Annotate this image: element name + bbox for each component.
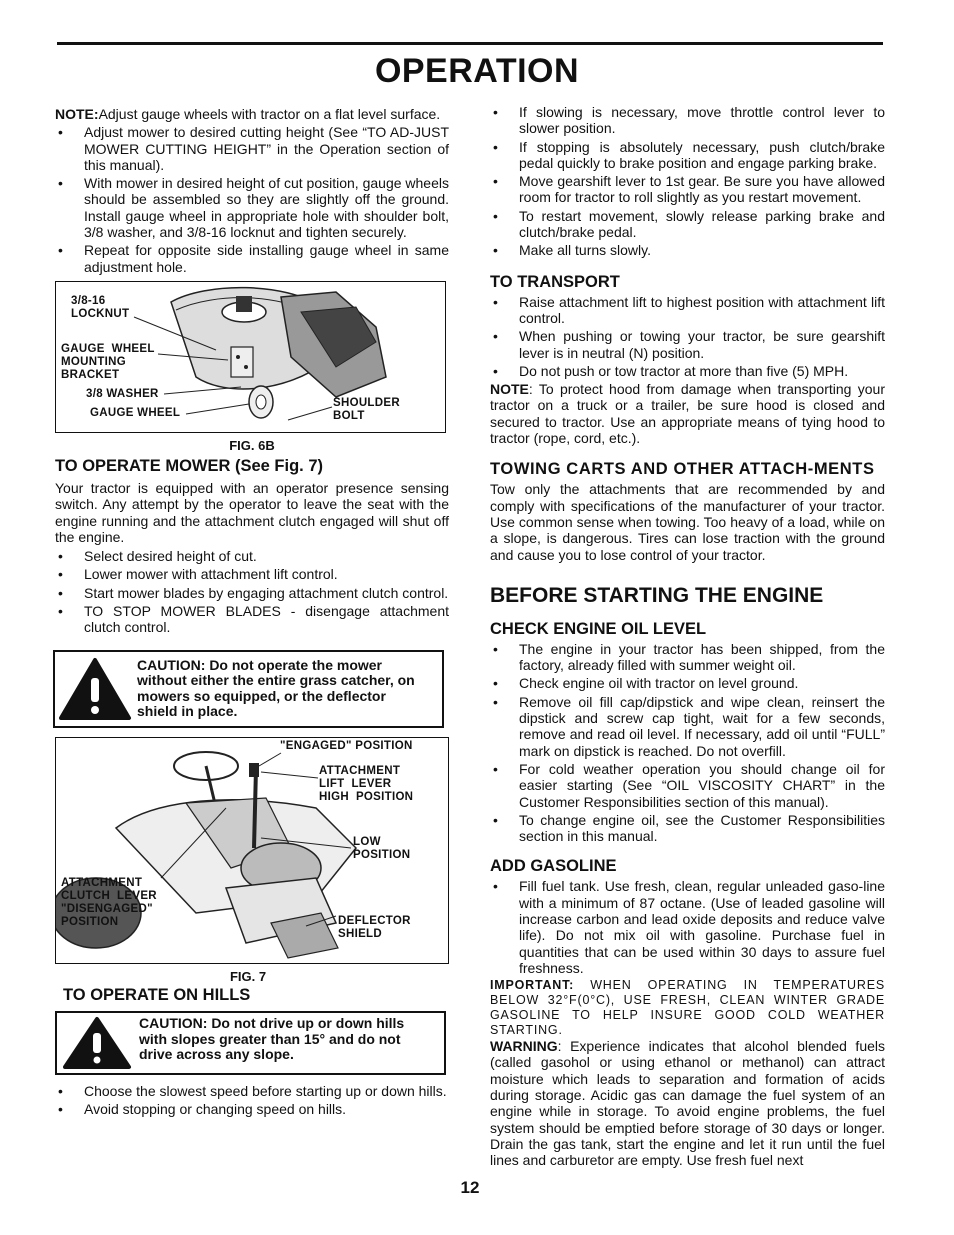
label-low-position: LOW POSITION [353, 835, 411, 861]
label-attachment-clutch-lever: ATTACHMENT CLUTCH LEVER "DISENGAGED" POSITION [61, 876, 157, 928]
warning-note: WARNING: Experience indicates that alcohol blended fuels (called gasohol or using ethanol or methanol) can attract moisture which leads to separation and formation of acids during storage. Acidic gas can damage the fuel system of an engine while in storage. To avoid engine problems, the fuel system should be emptied before storage of 30 days or longer. Drain the gas tank, start the engine and let it run until the fuel lines and carburetor are empty. Use fresh fuel next [490, 1038, 885, 1169]
list-item: • The engine in your tractor has been shipped, from the factory, already filled with summer weight oil. [490, 641, 885, 674]
list-item: • If stopping is absolutely necessary, push clutch/brake pedal quickly to brake position and engage parking brake. [490, 139, 885, 172]
fig-6b-caption: FIG. 6B [229, 437, 275, 453]
transport-heading: TO TRANSPORT [490, 272, 620, 291]
label-washer: 3/8 WASHER [86, 387, 159, 400]
list-item: • Move gearshift lever to 1st gear. Be sure you have allowed room for tractor to roll slightly as you restart movement. [490, 173, 885, 206]
caution-box-mower [53, 650, 444, 728]
transport-bullets [490, 294, 885, 379]
list-item: • Fill fuel tank. Use fresh, clean, regular unleaded gaso-line with a minimum of 87 octane. (Use of leaded gasoline will increase carbon and lead oxide deposits and reduce valve life). Do not mix oil with gasoline. Purchase fuel in quantities that can be used within 30 days to assure fuel freshness. [490, 878, 885, 976]
caution-text: CAUTION: Do not operate the mower without either the entire grass catcher, on mowers so equipped, or the deflector shield in place. [137, 656, 415, 720]
oil-level-heading: CHECK ENGINE OIL LEVEL [490, 619, 707, 638]
list-item: • When pushing or towing your tractor, be sure gearshift lever is in neutral (N) position. [490, 328, 885, 361]
list-item: • For cold weather operation you should change oil for easier starting (See “OIL VISCOSITY CHART” in the Customer Responsibilities section of this manual). [490, 761, 885, 810]
gasoline-bullets [490, 878, 885, 976]
list-item: • Do not push or tow tractor at more than five (5) MPH. [490, 363, 885, 379]
fig-7-illustration [55, 737, 449, 964]
left-column [55, 106, 449, 1119]
gauge-note: NOTE:Adjust gauge wheels with tractor on a flat level surface. [55, 106, 441, 122]
fig-6b-illustration [55, 281, 446, 433]
label-gauge-wheel: GAUGE WHEEL [90, 406, 181, 419]
caution-text: CAUTION: Do not drive up or down hills with slopes greater than 15° and do not drive across any slope. [139, 1015, 405, 1063]
oil-bullets [490, 641, 885, 845]
list-item: • TO STOP MOWER BLADES - disengage attachment clutch control. [55, 603, 449, 636]
gauge-bullets [55, 124, 449, 275]
label-locknut: 3/8-16 LOCKNUT [71, 294, 130, 320]
caution-box-hills [55, 1011, 446, 1075]
operate-mower-heading: TO OPERATE MOWER (See Fig. 7) [55, 456, 323, 475]
hills-bullets [55, 1083, 449, 1118]
list-item: • To restart movement, slowly release parking brake and clutch/brake pedal. [490, 208, 885, 241]
operate-hills-heading: TO OPERATE ON HILLS [63, 985, 251, 1004]
list-item: • Select desired height of cut. [55, 548, 449, 564]
hills-bullets-continued [490, 104, 885, 259]
warning-triangle-icon [55, 654, 135, 724]
list-item: • Remove oil fill cap/dipstick and wipe clean, reinsert the dipstick and screw cap tight, wait for a few seconds, remove and read oil level. If necessary, add oil until “FULL” mark on dipstick is reached. Do not overfill. [490, 694, 885, 759]
label-engaged-position: "ENGAGED" POSITION [280, 739, 413, 752]
list-item: • Start mower blades by engaging attachment clutch control. [55, 585, 449, 601]
page-title: OPERATION [374, 52, 580, 90]
label-attachment-lift-lever: ATTACHMENT LIFT LEVER HIGH POSITION [319, 764, 414, 803]
list-item: • Avoid stopping or changing speed on hills. [55, 1101, 449, 1117]
list-item: • Adjust mower to desired cutting height (See “TO AD-JUST MOWER CUTTING HEIGHT” in the Operation section of this manual). [55, 124, 449, 173]
list-item: • Lower mower with attachment lift control. [55, 566, 449, 582]
list-item: • To change engine oil, see the Customer Responsibilities section in this manual. [490, 812, 885, 845]
label-deflector-shield: DEFLECTOR SHIELD [338, 914, 411, 940]
label-shoulder-bolt: SHOULDER BOLT [333, 396, 400, 422]
page-number: 12 [460, 1178, 480, 1197]
mower-bullets [55, 548, 449, 635]
list-item: • Repeat for opposite side installing gauge wheel in same adjustment hole. [55, 242, 449, 275]
warning-triangle-icon [57, 1014, 137, 1072]
list-item: • Make all turns slowly. [490, 242, 885, 258]
towing-paragraph: Tow only the attachments that are recommended by and comply with specifications of the manufacturer of your tractor. Use common sense when towing. Too heavy of a load, while on a slope, is dangerous. Tires can lose traction with the ground and cause you to lose control of your tractor. [490, 481, 885, 563]
add-gasoline-heading: ADD GASOLINE [490, 857, 617, 876]
before-starting-heading: BEFORE STARTING THE ENGINE [490, 583, 824, 607]
towing-heading: TOWING CARTS AND OTHER ATTACH-MENTS [490, 460, 875, 479]
list-item: • Raise attachment lift to highest position with attachment lift control. [490, 294, 885, 327]
transport-note: NOTE: To protect hood from damage when transporting your tractor on a truck or a trailer, be sure hood is closed and secured to tractor. Use an appropriate means of tying hood to tractor (rope, cord, etc.). [490, 381, 885, 447]
label-mounting-bracket: GAUGE WHEEL MOUNTING BRACKET [61, 342, 155, 381]
list-item: • With mower in desired height of cut position, gauge wheels should be assembled so they are slightly off the ground. Install gauge wheel in appropriate hole with shoulder bolt, 3/8 washer, and 3/8-16 locknut and tighten securely. [55, 175, 449, 240]
header-rule [57, 42, 883, 45]
list-item: • Choose the slowest speed before starting up or down hills. [55, 1083, 449, 1099]
fig-7-caption: FIG. 7 [229, 968, 267, 984]
mower-paragraph: Your tractor is equipped with an operator presence sensing switch. Any attempt by the operator to leave the seat with the engine running and the attachment clutch engaged will shut off the engine. [55, 479, 449, 545]
important-note: IMPORTANT: WHEN OPERATING IN TEMPERATURES BELOW 32°F(0°C), USE FRESH, CLEAN WINTER GRADE GASOLINE TO HELP INSURE GOOD COLD WEATHER STARTING. [490, 978, 885, 1038]
right-column [490, 104, 885, 1169]
list-item: • Check engine oil with tractor on level ground. [490, 675, 885, 691]
list-item: • If slowing is necessary, move throttle control lever to slower position. [490, 104, 885, 137]
